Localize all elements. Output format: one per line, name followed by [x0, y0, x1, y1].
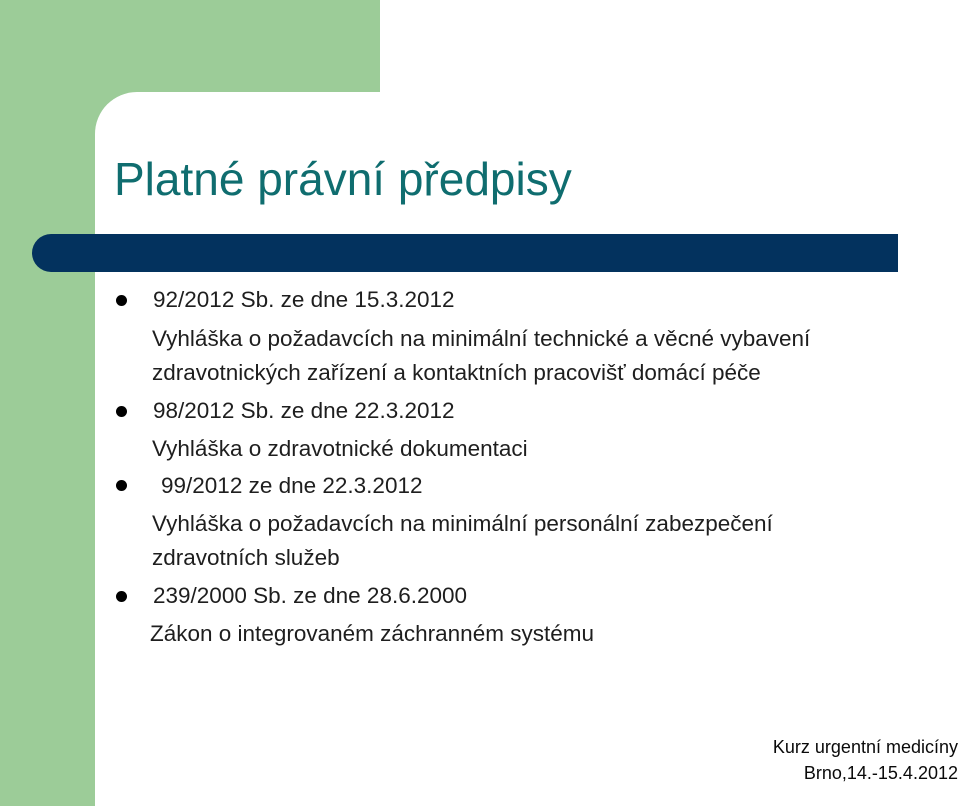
bullet-icon: [116, 406, 127, 417]
bullet-icon: [116, 480, 127, 491]
bullet-icon: [116, 295, 127, 306]
bullet-icon: [116, 591, 127, 602]
list-item-heading: 98/2012 Sb. ze dne 22.3.2012: [153, 398, 455, 423]
list-item-text: zdravotních služeb: [152, 545, 340, 570]
slide-title: Platné právní předpisy: [114, 153, 572, 205]
list-item-text: Zákon o integrovaném záchranném systému: [150, 621, 594, 646]
list-item-text: Vyhláška o požadavcích na minimální technické a věcné vybavení: [152, 326, 811, 351]
slide-footer: [698, 734, 958, 786]
list-item-text: zdravotnických zařízení a kontaktních pracovišť domácí péče: [152, 360, 761, 385]
list-item-heading: 99/2012 ze dne 22.3.2012: [161, 473, 423, 498]
list-item-text: Vyhláška o zdravotnické dokumentaci: [152, 436, 528, 461]
list-item-heading: 239/2000 Sb. ze dne 28.6.2000: [153, 583, 468, 608]
footer-date: Brno,14.-15.4.2012: [803, 763, 958, 783]
list-item-heading: 92/2012 Sb. ze dne 15.3.2012: [153, 287, 455, 312]
list-item-text: Vyhláška o požadavcích na minimální personální zabezpečení: [152, 511, 773, 536]
footer-course-name: Kurz urgentní medicíny: [772, 737, 958, 757]
